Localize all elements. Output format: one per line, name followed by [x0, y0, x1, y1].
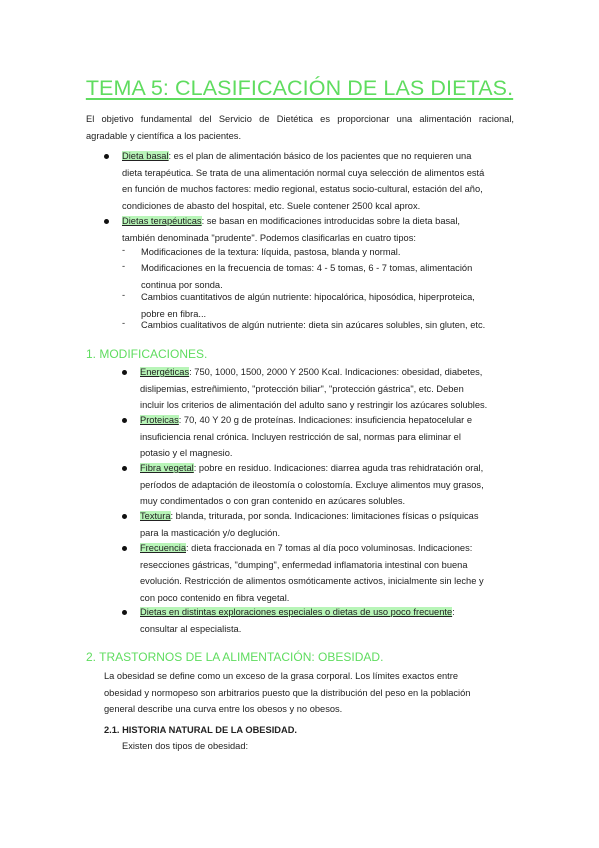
item-text: :: [452, 607, 455, 617]
type-item: [141, 317, 514, 334]
subsection-line: Existen dos tipos de obesidad:: [122, 741, 249, 751]
page-title: TEMA 5: CLASIFICACIÓN DE LAS DIETAS.: [85, 76, 514, 100]
item-line: períodos de adaptación de ileostomía o colostomía. Excluye alimentos muy grasos,: [140, 479, 484, 490]
type-line: Modificaciones en la frecuencia de tomas: 4 - 5 tomas, 6 - 7 tomas, alimentación: [141, 263, 473, 273]
dieta-basal-term: Dieta basal: [122, 151, 169, 161]
section-2-line: general describe una curva entre los obesos y no obesos.: [104, 704, 343, 714]
term-fibra-vegetal: Fibra vegetal: [140, 463, 194, 473]
item-line: con poco contenido en fibra vegetal.: [140, 592, 290, 603]
item-line: resecciones gástricas, "dumping", enfermedad inflamatoria intestinal con buena: [140, 559, 468, 570]
intro-paragraph: [86, 111, 514, 144]
intro-line: agradable y científica a los pacientes.: [86, 130, 242, 141]
dieta-basal-line: en función de muchos factores: medio regional, estatus socio-cultural, estación del año,: [122, 184, 483, 194]
item-line: incluir los criterios de alimentación del adulto sano y restringir los azúcares solubles.: [140, 400, 488, 410]
intro-line: El objetivo fundamental del Servicio de Dietética es proporcionar una alimentación racional,: [86, 114, 514, 124]
section-2-paragraph: [104, 668, 514, 718]
dash-marker: -: [122, 245, 126, 255]
item-line: consultar al especialista.: [140, 623, 242, 634]
dieta-basal-text: : es el plan de alimentación básico de los pacientes que no requieren una: [168, 151, 472, 161]
bullet-dietas-terapeuticas: [104, 219, 109, 224]
subsection-2-1-heading: 2.1. HISTORIA NATURAL DE LA OBESIDAD.: [104, 725, 298, 735]
item-textura: [140, 508, 514, 541]
item-text: : pobre en residuo. Indicaciones: diarrea aguda tras rehidratación oral,: [193, 463, 484, 473]
item-proteicas: [140, 412, 514, 462]
item-fibra-vegetal: [140, 460, 514, 510]
dietas-terapeuticas-term: Dietas terapéuticas: [122, 216, 202, 226]
item-line: potasio y el magnesio.: [140, 448, 233, 458]
subsection-2-1-text: [122, 738, 514, 755]
item-dietas-exploraciones: [140, 604, 514, 637]
dieta-basal-line: dieta terapéutica. Se trata de una alimentación normal cuya selección de alimentos está: [122, 167, 485, 178]
type-line: Cambios cuantitativos de algún nutriente: hipocalórica, hiposódica, hiperproteica,: [141, 292, 475, 302]
type-line: pobre en fibra...: [141, 308, 207, 319]
section-1-heading: 1. MODIFICACIONES.: [86, 347, 208, 361]
item-line: insuficiencia renal crónica. Incluyen restricción de sal, normas para eliminar el: [140, 431, 461, 442]
term-proteicas: Proteicas: [140, 415, 179, 425]
item-energeticas: [140, 364, 514, 414]
item-text: : dieta fraccionada en 7 tomas al día poco voluminosas. Indicaciones:: [186, 543, 473, 553]
item-text: : 70, 40 Y 20 g de proteínas. Indicaciones: insuficiencia hepatocelular e: [178, 415, 472, 425]
section-2-heading: 2. TRASTORNOS DE LA ALIMENTACIÓN: OBESIDAD.: [86, 650, 384, 664]
dieta-basal-line: condiciones de abasto del hospital, etc. Suele contener 2500 kcal aprox.: [122, 200, 421, 211]
bullet-energeticas: [122, 370, 127, 375]
dietas-terapeuticas-paragraph: [122, 213, 514, 246]
item-line: dislipemias, estreñimiento, "protección biliar", "protección gástrica", etc. Deben: [140, 383, 464, 394]
dash-marker: -: [122, 290, 126, 300]
term-frecuencia: Frecuencia: [140, 543, 186, 553]
section-2-line: obesidad y normopeso son arbitrarios puesto que la distribución del peso en la población: [104, 687, 471, 698]
bullet-dietas-exploraciones: [122, 610, 127, 615]
dash-marker: -: [122, 318, 126, 328]
bullet-proteicas: [122, 418, 127, 423]
term-dietas-exploraciones: Dietas en distintas exploraciones especiales o dietas de uso poco frecuente: [140, 607, 453, 617]
bullet-frecuencia: [122, 546, 127, 551]
item-line: muy condimentados o con gran contenido en azúcares solubles.: [140, 496, 406, 506]
dietas-terapeuticas-text: : se basan en modificaciones introducidas sobre la dieta basal,: [201, 216, 460, 226]
term-textura: Textura: [140, 511, 171, 521]
section-2-line: La obesidad se define como un exceso de la grasa corporal. Los límites exactos entre: [104, 671, 459, 681]
type-line: continua por sonda.: [141, 279, 223, 290]
item-line: evolución. Restricción de alimentos osmóticamente activos, inicialmente sin leche y: [140, 576, 484, 586]
bullet-fibra-vegetal: [122, 466, 127, 471]
dieta-basal-paragraph: [122, 148, 514, 214]
dietas-terapeuticas-line: también denominada "prudente". Podemos clasificarlas en cuatro tipos:: [122, 232, 416, 243]
term-energeticas: Energéticas: [140, 367, 190, 377]
item-line: para la masticación y/o deglución.: [140, 527, 281, 538]
item-frecuencia: [140, 540, 514, 606]
dash-marker: -: [122, 261, 126, 271]
type-line: Cambios cualitativos de algún nutriente: dieta sin azúcares solubles, sin gluten, etc.: [141, 320, 486, 330]
bullet-textura: [122, 514, 127, 519]
item-text: : blanda, triturada, por sonda. Indicaciones: limitaciones físicas o psíquicas: [170, 511, 479, 521]
type-line: Modificaciones de la textura: líquida, pastosa, blanda y normal.: [141, 247, 401, 257]
type-item: [141, 244, 514, 261]
bullet-dieta-basal: [104, 154, 109, 159]
item-text: : 750, 1000, 1500, 2000 Y 2500 Kcal. Indicaciones: obesidad, diabetes,: [189, 367, 483, 377]
